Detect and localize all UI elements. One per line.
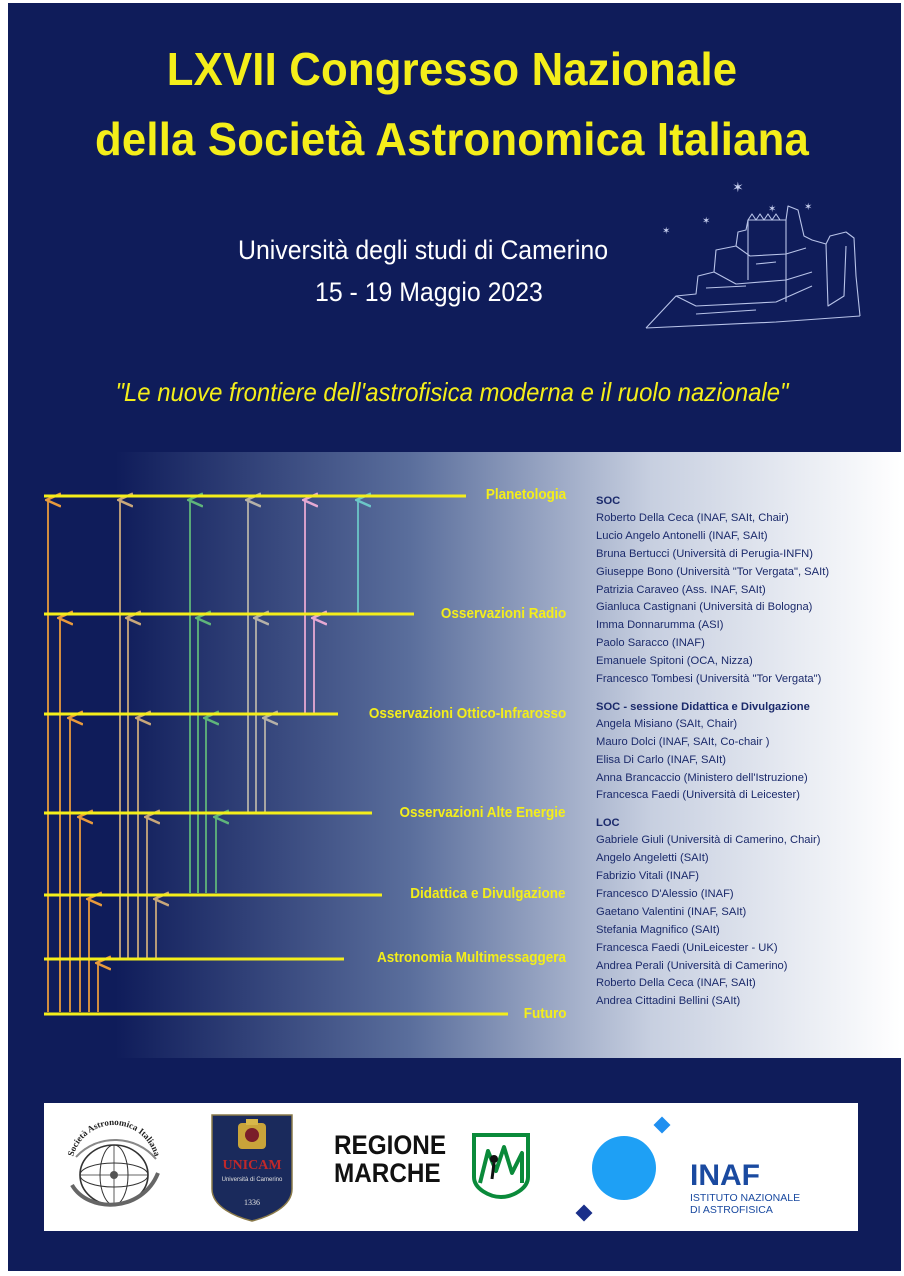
committee-member: Francesca Faedi (UniLeicester - UK) [596,941,778,954]
committee-soc [596,492,896,689]
committee-member: Francesco D'Alessio (INAF) [596,888,734,901]
committee-member: Emanuele Spitoni (OCA, Nizza) [596,655,753,668]
committee-member: Mauro Dolci (INAF, SAIt, Co-chair ) [596,735,770,748]
regione-marche-emblem [472,1133,530,1199]
svg-text:✶: ✶ [662,226,671,237]
level-label-ottico-infrarosso: Osservazioni Ottico-Infrarosso [368,705,566,722]
congress-motto: "Le nuove frontiere dell'astrofisica moderna e il ruolo nazionale" [115,377,789,407]
committee-member: Angelo Angeletti (SAIt) [596,852,709,865]
inaf-logo [564,1113,854,1223]
committee-loc [596,814,896,1011]
level-label-multimessaggera: Astronomia Multimessaggera [376,949,566,966]
title-line-2: della Società Astronomica Italiana [95,113,809,165]
committee-member: Paolo Saracco (INAF) [596,637,705,650]
topic-arrows [48,500,358,1012]
committee-member: Stefania Magnifico (SAIt) [596,923,720,936]
venue: Università degli studi di Camerino [238,235,609,265]
committee-member: Andrea Perali (Università di Camerino) [596,959,788,972]
inaf-subtitle-1: ISTITUTO NAZIONALE [690,1192,801,1204]
sait-logo [58,1113,170,1221]
regione-line-1: REGIONE [334,1130,447,1160]
unicam-year: 1336 [244,1198,260,1207]
committee-soc-didattica [596,698,896,805]
committee-member: Bruna Bertucci (Università di Perugia-INFN) [596,547,813,560]
committee-member: Roberto Della Ceca (INAF, SAIt) [596,977,756,990]
svg-text:✶: ✶ [768,204,777,215]
committee-member: Francesco Tombesi (Università "Tor Vergata") [596,673,822,686]
committee-member: Fabrizio Vitali (INAF) [596,870,699,883]
committee-member: Gabriele Giuli (Università di Camerino, Chair) [596,834,821,847]
sponsor-logos-bar [44,1103,858,1231]
svg-text:✶: ✶ [702,216,711,227]
level-label-osservazioni-radio: Osservazioni Radio [440,605,566,622]
committee-member: Giuseppe Bono (Università "Tor Vergata", SAIt) [596,565,830,578]
unicam-subtitle: Università di Camerino [221,1177,283,1183]
committee-member: Gaetano Valentini (INAF, SAIt) [596,905,747,918]
committee-member: Gianluca Castignani (Università di Bologna) [596,601,813,614]
svg-text:✶: ✶ [732,180,744,196]
committee-member: Roberto Della Ceca (INAF, SAIt, Chair) [596,512,789,524]
inaf-subtitle-2: DI ASTROFISICA [690,1204,773,1216]
committee-member: Angela Misiano (SAIt, Chair) [596,717,738,730]
title-line-1: LXVII Congresso Nazionale [166,43,738,95]
committee-title: SOC [596,495,621,507]
committee-member: Lucio Angelo Antonelli (INAF, SAIt) [596,529,768,542]
inaf-name: INAF [690,1159,760,1192]
committee-title: LOC [596,817,620,830]
sait-logo-text: Società Astronomica Italiana [65,1116,163,1158]
committees-list [596,492,896,1020]
committee-title: SOC - sessione Didattica e Divulgazione [596,700,810,713]
unicam-name: UNICAM [222,1158,282,1173]
level-label-alte-energie: Osservazioni Alte Energie [399,804,566,821]
topic-level-lines [44,496,508,1014]
svg-text:✶: ✶ [804,202,813,213]
regione-marche-logo [334,1131,534,1211]
committee-member: Patrizia Caraveo (Ass. INAF, SAIt) [596,583,766,596]
regione-line-2: MARCHE [334,1158,441,1188]
dates: 15 - 19 Maggio 2023 [315,277,543,307]
level-label-didattica: Didattica e Divulgazione [410,885,566,902]
committee-member: Andrea Cittadini Bellini (SAIt) [596,995,741,1008]
committee-member: Elisa Di Carlo (INAF, SAIt) [596,753,726,766]
committee-member: Imma Donnarumma (ASI) [596,619,724,632]
unicam-logo [208,1111,296,1223]
committee-member: Anna Brancaccio (Ministero dell'Istruzione) [596,771,808,784]
committee-member: Francesca Faedi (Università di Leicester) [596,789,800,802]
level-label-futuro: Futuro [523,1005,566,1022]
level-label-planetologia: Planetologia [485,486,566,503]
